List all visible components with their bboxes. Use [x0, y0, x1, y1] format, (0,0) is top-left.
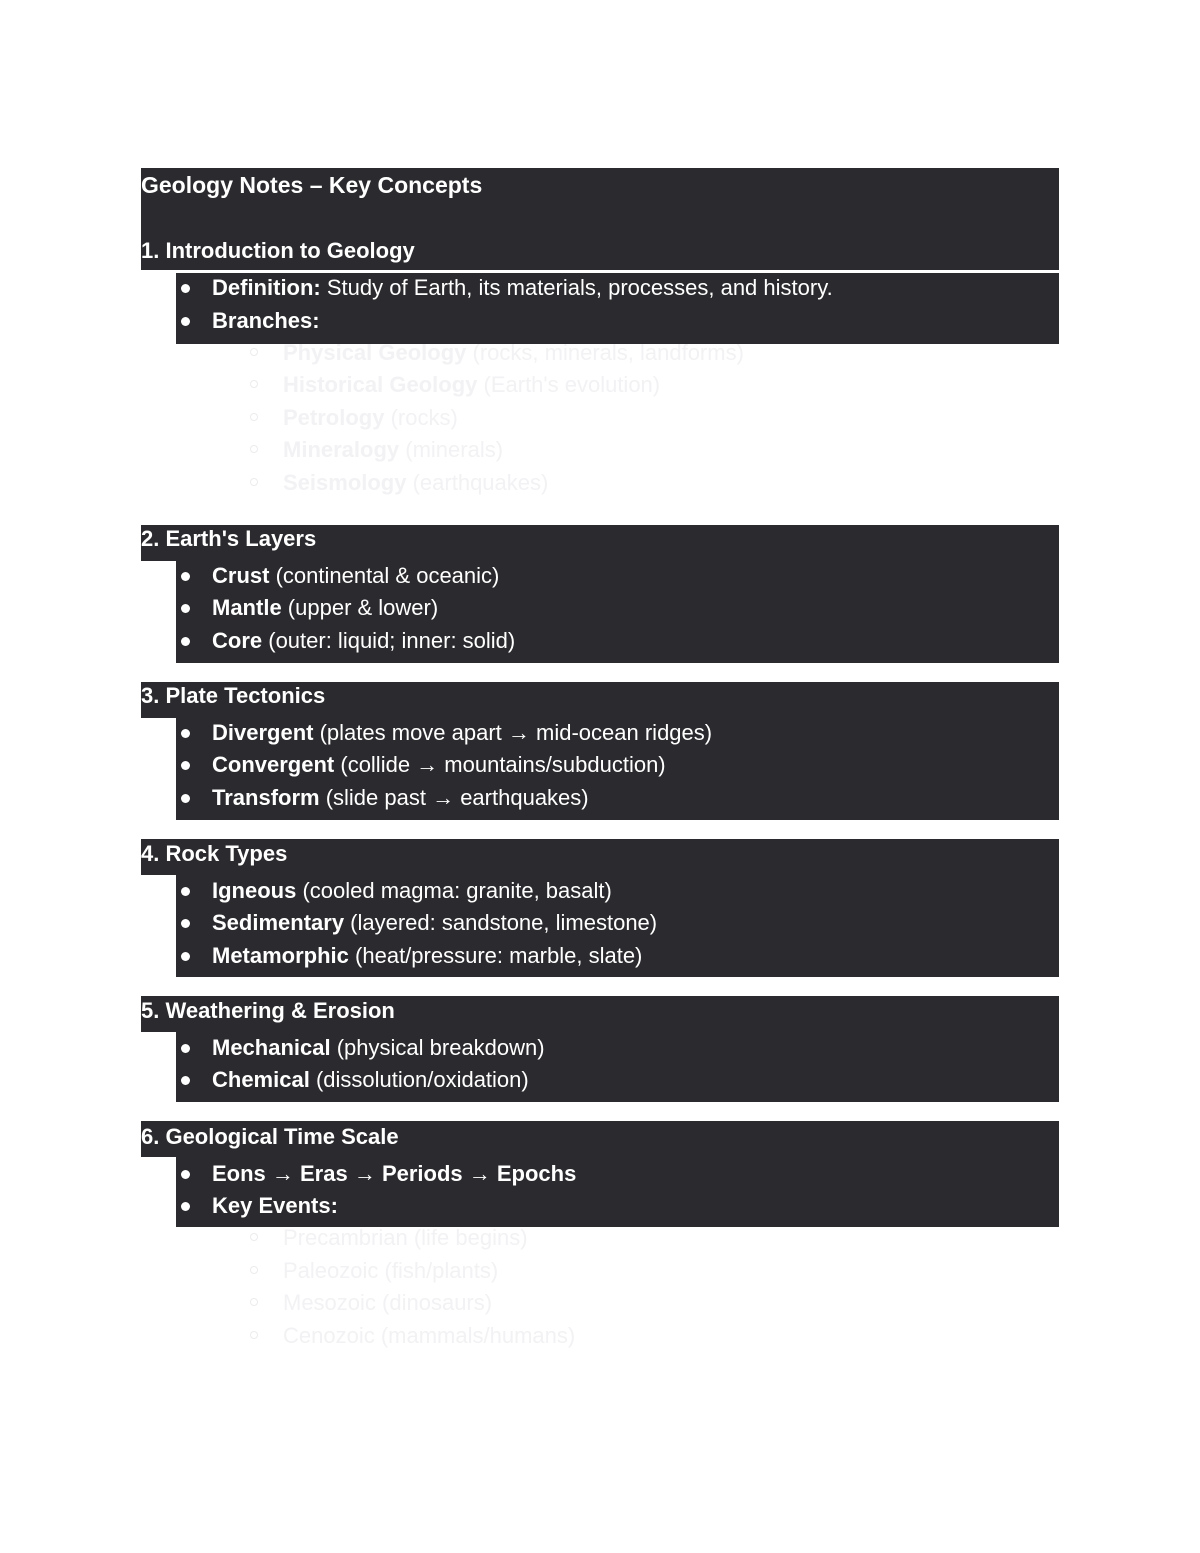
item-label: Mineralogy [283, 437, 400, 462]
item-text: (continental & oceanic) [269, 563, 500, 588]
bullet-icon [181, 317, 190, 326]
list-item [212, 592, 438, 624]
item-text: (slide past → earthquakes) [319, 785, 589, 810]
bullet-icon [181, 761, 190, 770]
bullet-icon [181, 604, 190, 613]
section-heading: 6. Geological Time Scale [141, 1124, 399, 1149]
item-label: Key Events: [212, 1193, 338, 1218]
section-heading: 1. Introduction to Geology [141, 238, 415, 263]
item-text: Paleozoic (fish/plants) [283, 1258, 499, 1283]
item-text: (collide → mountains/subduction) [334, 752, 666, 777]
list-item [212, 560, 499, 592]
item-text: (minerals) [399, 437, 504, 462]
item-label: Metamorphic [212, 943, 349, 968]
item-label: Divergent [212, 720, 314, 745]
item-text: (rocks) [384, 405, 458, 430]
sub-list-item [283, 1287, 492, 1319]
hollow-bullet-icon [250, 1331, 258, 1339]
list-item [212, 717, 712, 749]
item-text: (Earth's evolution) [477, 372, 661, 397]
list-item [212, 1064, 529, 1096]
item-text: (plates move apart → mid-ocean ridges) [313, 720, 713, 745]
item-text: (heat/pressure: marble, slate) [348, 943, 643, 968]
item-text: (upper & lower) [281, 595, 439, 620]
item-text: Study of Earth, its materials, processes, and history. [320, 275, 833, 300]
bullet-icon [181, 952, 190, 961]
bullet-icon [181, 572, 190, 581]
item-label: Igneous [212, 878, 297, 903]
list-item [212, 625, 515, 657]
sub-list-item [283, 402, 458, 434]
sub-list-item [283, 1320, 575, 1352]
bullet-icon [181, 637, 190, 646]
list-item [212, 1032, 545, 1064]
item-text: Precambrian (life begins) [283, 1225, 528, 1250]
item-text: (rocks, minerals, landforms) [466, 340, 744, 365]
bullet-icon [181, 1202, 190, 1211]
list-item [212, 749, 666, 781]
bullet-icon [181, 887, 190, 896]
list-item [212, 305, 320, 337]
document-title: Geology Notes – Key Concepts [141, 172, 483, 198]
item-text: (earthquakes) [406, 470, 549, 495]
item-label: Core [212, 628, 263, 653]
bullet-icon [181, 1170, 190, 1179]
sub-list-item [283, 434, 503, 466]
item-label: Eons → Eras → Periods → Epochs [212, 1161, 577, 1186]
bullet-icon [181, 794, 190, 803]
item-label: Transform [212, 785, 320, 810]
item-label: Petrology [283, 405, 385, 430]
sub-list-item [283, 337, 744, 369]
hollow-bullet-icon [250, 380, 258, 388]
item-label: Historical Geology [283, 372, 478, 397]
item-label: Physical Geology [283, 340, 467, 365]
sub-list-item [283, 1255, 498, 1287]
item-label: Branches: [212, 308, 320, 333]
item-label: Sedimentary [212, 910, 345, 935]
item-label: Mechanical [212, 1035, 331, 1060]
hollow-bullet-icon [250, 348, 258, 356]
item-label: Seismology [283, 470, 407, 495]
sub-list-item [283, 369, 660, 401]
item-label: Crust [212, 563, 270, 588]
hollow-bullet-icon [250, 478, 258, 486]
hollow-bullet-icon [250, 1266, 258, 1274]
list-item [212, 272, 833, 304]
bullet-icon [181, 1044, 190, 1053]
list-item [212, 907, 657, 939]
section-heading: 4. Rock Types [141, 841, 288, 866]
hollow-bullet-icon [250, 413, 258, 421]
item-text: Mesozoic (dinosaurs) [283, 1290, 493, 1315]
hollow-bullet-icon [250, 1233, 258, 1241]
section-heading: 3. Plate Tectonics [141, 683, 326, 708]
item-label: Chemical [212, 1067, 310, 1092]
sub-list-item [283, 467, 548, 499]
list-item [212, 1190, 338, 1222]
bullet-icon [181, 919, 190, 928]
item-text: Cenozoic (mammals/humans) [283, 1323, 576, 1348]
section-heading: 5. Weathering & Erosion [141, 998, 395, 1023]
list-item [212, 782, 589, 814]
item-text: (outer: liquid; inner: solid) [262, 628, 516, 653]
bullet-icon [181, 729, 190, 738]
item-text: (layered: sandstone, limestone) [344, 910, 658, 935]
sub-list-item [283, 1222, 528, 1254]
list-item [212, 940, 642, 972]
hollow-bullet-icon [250, 445, 258, 453]
list-item [212, 875, 612, 907]
item-label: Definition: [212, 275, 321, 300]
list-item [212, 1158, 576, 1190]
item-text: (physical breakdown) [330, 1035, 545, 1060]
hollow-bullet-icon [250, 1298, 258, 1306]
item-text: (cooled magma: granite, basalt) [296, 878, 612, 903]
bullet-icon [181, 284, 190, 293]
item-label: Mantle [212, 595, 282, 620]
item-label: Convergent [212, 752, 335, 777]
section-heading: 2. Earth's Layers [141, 526, 317, 551]
bullet-icon [181, 1076, 190, 1085]
item-text: (dissolution/oxidation) [309, 1067, 529, 1092]
